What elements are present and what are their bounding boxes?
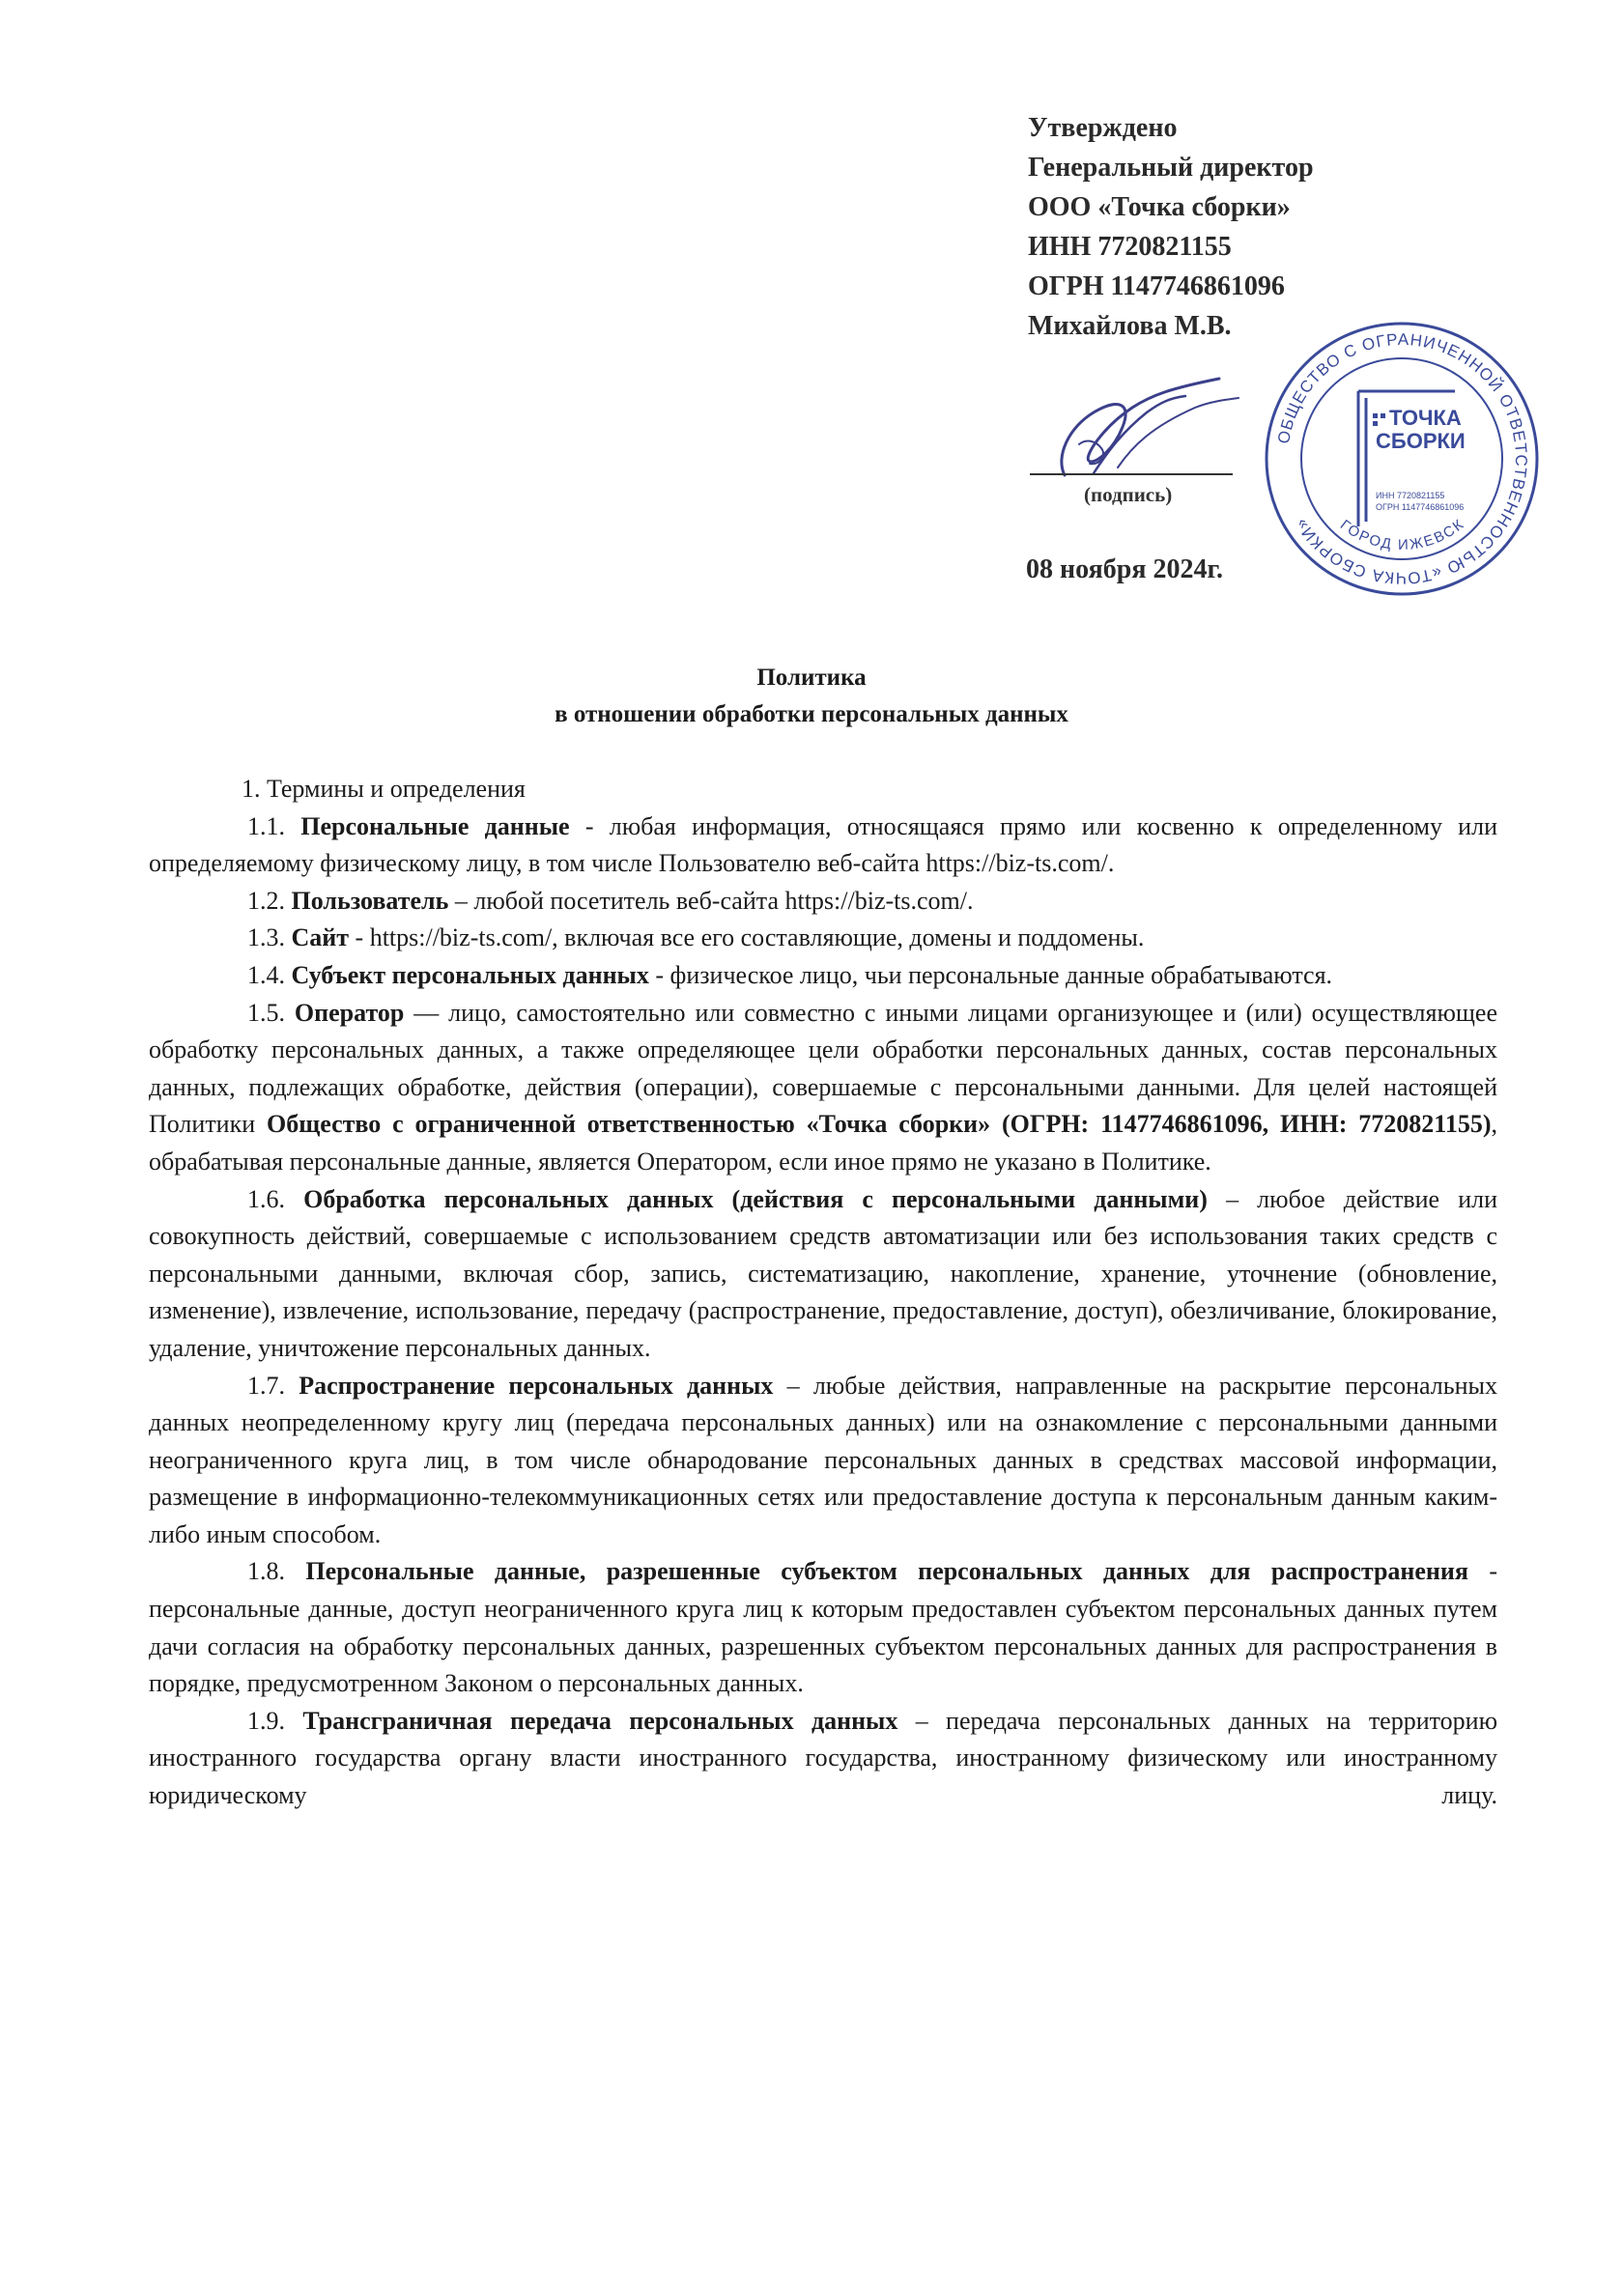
definition-item (149, 1703, 1497, 1815)
approval-line-director-name: Михайлова М.В. (1028, 311, 1232, 341)
approval-date: 08 ноября 2024г. (1026, 554, 1224, 584)
title-line-1: Политика (756, 665, 867, 691)
defined-term: Персональные данные (300, 811, 570, 840)
definition-item (149, 920, 1497, 957)
definition-item (149, 883, 1497, 921)
definition-text: – любой посетитель веб-сайта https://biz-ts.com/. (448, 886, 974, 915)
svg-text:ТОЧКА: ТОЧКА (1389, 406, 1462, 430)
definition-item (149, 808, 1497, 883)
approval-line-position: Генеральный директор (1028, 153, 1314, 183)
approval-line-approved: Утверждено (1028, 113, 1178, 143)
svg-text:ОБЩЕСТВО С ОГРАНИЧЕННОЙ ОТВЕТС: ОБЩЕСТВО С ОГРАНИЧЕННОЙ ОТВЕТСТВЕННОСТЬЮ «ТОЧКА СБОРКИ» (1273, 329, 1531, 588)
definition-item (149, 1181, 1497, 1368)
item-number: 1.1. (247, 811, 285, 840)
approval-line-ogrn: ОГРН 1147746861096 (1028, 271, 1285, 301)
definition-item (149, 1553, 1497, 1702)
definition-item (149, 957, 1497, 995)
definition-text: - персональные данные, доступ неограниченного круга лиц к которым предоставлен субъектом персональных данных путем дачи согласия на обработку персональных данных, разрешенных субъектом персональных данных для распространения в порядке, предусмотренном Законом о персональных данных. (149, 1557, 1497, 1698)
definition-item (149, 1368, 1497, 1554)
item-number: 1.9. (247, 1706, 285, 1735)
item-number: 1.7. (247, 1371, 285, 1400)
item-number: 1.5. (247, 998, 285, 1027)
item-number: 1.3. (247, 923, 285, 952)
item-number: 1.8. (247, 1557, 285, 1586)
defined-term: Сайт (291, 923, 350, 952)
defined-term: Обработка персональных данных (действия с персональными данными) (303, 1184, 1208, 1213)
approval-block (1028, 108, 1314, 346)
definition-text: — лицо, самостоятельно или совместно с иными лицами организующее и (или) осуществляющее обработку персональных данных, а также определяющее цели обработки персональных данных, состав персональных данных, подлежащих обработке, действия (операции), совершаемые с персональными данными. Для целей настоящей Политики (149, 998, 1497, 1139)
company-seal (1262, 319, 1542, 599)
defined-term: Трансграничная передача персональных данных (302, 1706, 898, 1735)
definition-text: - любая информация, относящаяся прямо или косвенно к определенному или определяемому физическому лицу, в том числе Пользователю веб-сайта https://biz-ts.com/. (149, 811, 1497, 878)
item-number: 1.2. (247, 886, 285, 915)
signature-caption: (подпись) (1084, 483, 1173, 506)
document-title (0, 660, 1623, 733)
definition-text: – любое действие или совокупность действий, совершаемые с использованием средств автоматизации или без использования таких средств с персональными данными, включая сбор, запись, систематизацию, накопление, хранение, уточнение (обновление, изменение), извлечение, использование, передачу (распространение, предоставление, доступ), обезличивание, блокирование, удаление, уничтожение персональных данных. (149, 1184, 1497, 1362)
title-line-2: в отношении обработки персональных данных (555, 701, 1068, 727)
signature-line (1030, 473, 1233, 475)
definition-text: - физическое лицо, чьи персональные данные обрабатываются. (648, 960, 1333, 989)
operator-company-name: Общество с ограниченной ответственностью «Точка сборки» (ОГРН: 1147746861096, ИНН: 7720821155) (267, 1110, 1492, 1139)
svg-text:ИНН 7720821155: ИНН 7720821155 (1376, 491, 1445, 500)
approval-line-inn: ИНН 7720821155 (1028, 232, 1232, 262)
definition-text: - https://biz-ts.com/, включая все его составляющие, домены и поддомены. (349, 923, 1145, 952)
svg-text:СБОРКИ: СБОРКИ (1376, 429, 1466, 453)
document-body (149, 771, 1497, 1815)
item-number: 1.6. (247, 1184, 285, 1213)
definition-text-continued: , обрабатывая персональные данные, является Оператором, если иное прямо не указано в Политике. (149, 1110, 1497, 1176)
defined-term: Субъект персональных данных (291, 960, 649, 989)
item-number: 1.4. (247, 960, 285, 989)
svg-text:ГОРОД ИЖЕВСК: ГОРОД ИЖЕВСК (1336, 515, 1468, 553)
defined-term: Пользователь (291, 886, 449, 915)
definition-text: – любые действия, направленные на раскрытие персональных данных неопределенному кругу лиц (передача персональных данных) или на ознакомление с персональными данными неограниченного круга лиц, в том числе обнародование персональных данных в средствах массовой информации, размещение в информационно-телекоммуникационных сетях или предоставление доступа к персональным данным каким-либо иным способом. (149, 1371, 1497, 1548)
defined-term: Распространение персональных данных (299, 1371, 774, 1400)
defined-term: Оператор (294, 998, 405, 1027)
defined-term: Персональные данные, разрешенные субъектом персональных данных для распространения (305, 1557, 1468, 1586)
section-heading: 1. Термины и определения (242, 775, 526, 803)
approval-line-company: ООО «Точка сборки» (1028, 192, 1291, 222)
svg-text:ОГРН 1147746861096: ОГРН 1147746861096 (1376, 502, 1465, 512)
definition-item (149, 995, 1497, 1181)
definition-text: – передача персональных данных на территорию иностранного государства органу власти иностранного государства, иностранному физическому или иностранному юридическому лицу. (149, 1706, 1497, 1810)
